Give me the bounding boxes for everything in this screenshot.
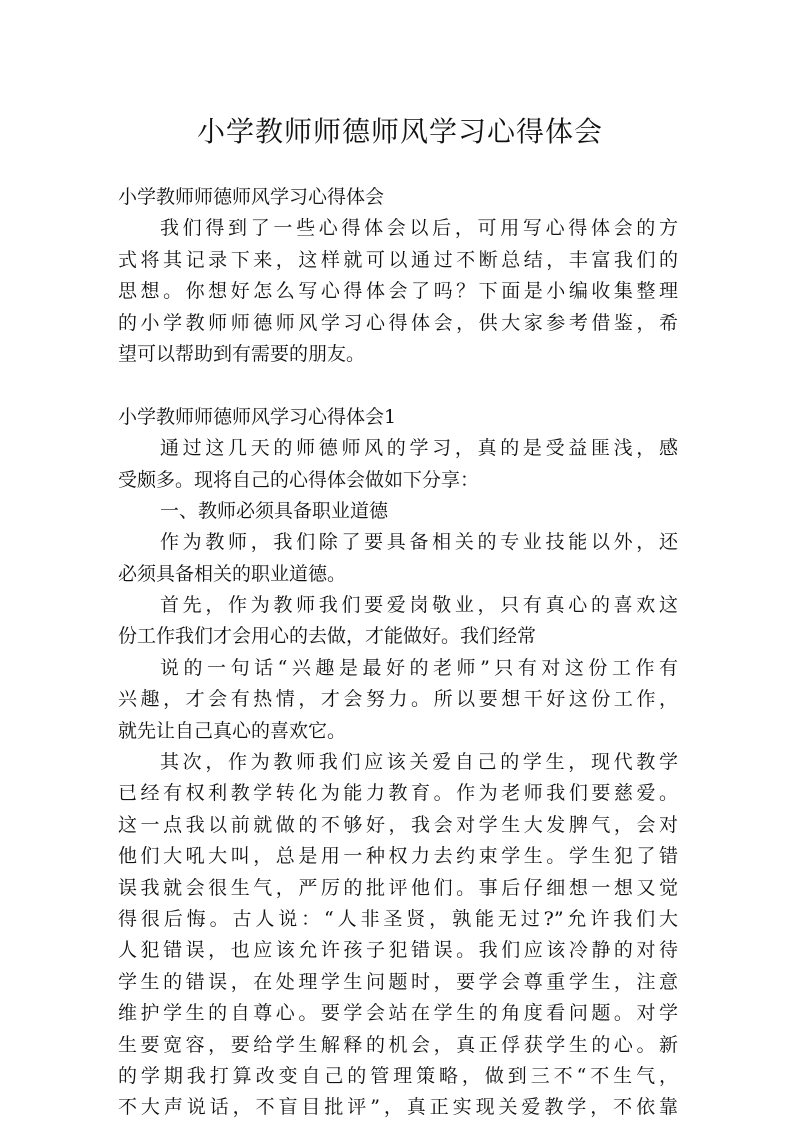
paragraph-line: 生要宽容，要给学生解释的机会，真正俘获学生的心。新	[118, 1033, 678, 1056]
paragraph-line: 这一点我以前就做的不够好，我会对学生大发脾气，会对	[118, 813, 678, 836]
paragraph-line: 的学期我打算改变自己的管理策略，做到三不“不生气，	[118, 1064, 678, 1087]
document-title: 小学教师师德师风学习心得体会	[196, 115, 603, 148]
paragraph-line: 其次，作为教师我们应该关爱自己的学生，现代教学	[160, 751, 678, 774]
paragraph-line: 说的一句话“兴趣是最好的老师”只有对这份工作有	[160, 656, 678, 679]
paragraph-line: 通过这几天的师德师风的学习，真的是受益匪浅，感	[160, 437, 678, 460]
paragraph-line: 他们大吼大叫，总是用一种权力去约束学生。学生犯了错	[118, 845, 678, 868]
paragraph-line: 式将其记录下来，这样就可以通过不断总结，丰富我们的	[118, 248, 678, 271]
paragraph-line: 就先让自己真心的喜欢它。	[118, 719, 347, 742]
paragraph-line: 得很后悔。古人说：“人非圣贤，孰能无过?”允许我们大	[118, 907, 678, 930]
paragraph-line: 学生的错误，在处理学生问题时，要学会尊重学生，注意	[118, 970, 678, 993]
document-body	[118, 182, 678, 1124]
paragraph-line: 望可以帮助到有需要的朋友。	[118, 342, 366, 365]
paragraph-line: 必须具备相关的职业道德。	[118, 562, 347, 585]
paragraph-line: 兴趣，才会有热情，才会努力。所以要想干好这份工作，	[118, 688, 678, 711]
paragraph-line: 作为教师，我们除了要具备相关的专业技能以外，还	[160, 531, 678, 554]
section-heading: 小学教师师德师风学习心得体会1	[118, 405, 397, 428]
paragraph-line: 误我就会很生气，严厉的批评他们。事后仔细想一想又觉	[118, 876, 678, 899]
intro-heading: 小学教师师德师风学习心得体会	[118, 186, 385, 208]
paragraph-line: 受颇多。现将自己的心得体会做如下分享：	[118, 468, 480, 491]
paragraph-line: 份工作我们才会用心的去做，才能做好。我们经常	[118, 625, 537, 648]
paragraph-line: 的小学教师师德师风学习心得体会，供大家参考借鉴，希	[118, 311, 678, 334]
paragraph-line: 首先，作为教师我们要爱岗敬业，只有真心的喜欢这	[160, 594, 678, 617]
paragraph-line: 思想。你想好怎么写心得体会了吗？下面是小编收集整理	[118, 280, 678, 303]
paragraph-line: 维护学生的自尊心。要学会站在学生的角度看问题。对学	[118, 1002, 678, 1025]
paragraph-gap	[118, 370, 678, 401]
paragraph-line: 我们得到了一些心得体会以后，可用写心得体会的方	[160, 217, 678, 240]
paragraph-line: 人犯错误，也应该允许孩子犯错误。我们应该冷静的对待	[118, 939, 678, 962]
paragraph-line: 不大声说话，不盲目批评”，真正实现关爱教学，不依靠	[118, 1096, 678, 1119]
paragraph-line: 已经有权利教学转化为能力教育。作为老师我们要慈爱。	[118, 782, 678, 805]
subheading-line: 一、教师必须具备职业道德	[160, 499, 389, 522]
